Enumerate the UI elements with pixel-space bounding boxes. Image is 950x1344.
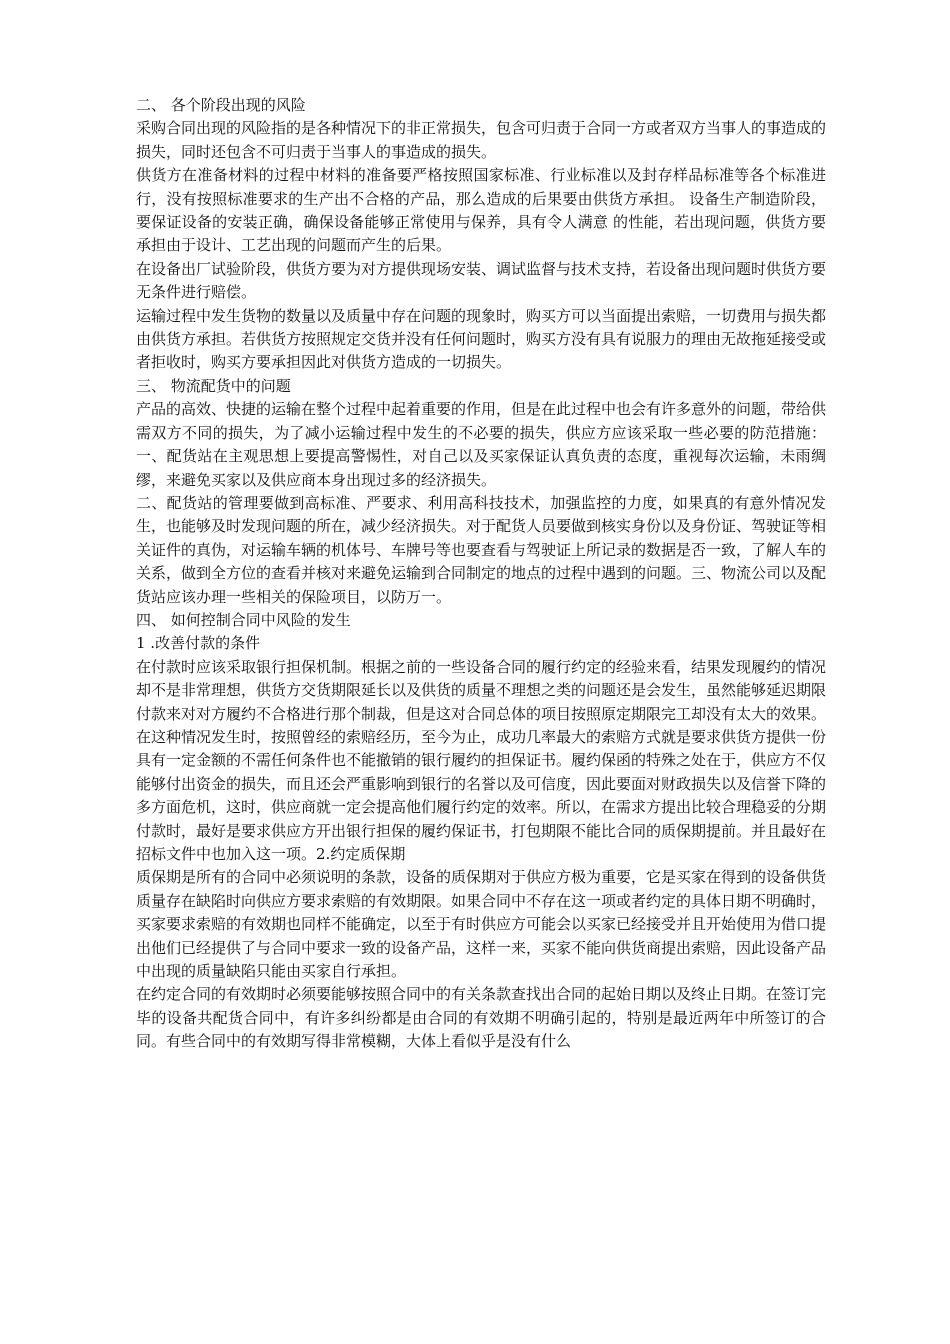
paragraph-factory-test: 在设备出厂试验阶段，供货方要为对方提供现场安装、调试监督与技术支持，若设备出现问题时供货方要无条件进行赔偿。	[136, 259, 827, 302]
section-heading-risk-control: 四、 如何控制合同中风险的发生	[136, 610, 351, 629]
subheading-payment-terms: 1 .改善付款的条件	[136, 634, 261, 653]
paragraph-risk-definition: 采购合同出现的风险指的是各种情况下的非正常损失，包含可归责于合同一方或者双方当事人的事造成的损失，同时还包含不可归责于当事人的事造成的损失。	[136, 119, 827, 161]
paragraph-warranty-period: 质保期是所有的合同中必须说明的条款，设备的质保期对于供应方极为重要，它是买家在得到的设备供货质量存在缺陷时向供应方要求索赔的有效期限。如果合同中不存在这一项或者约定的具体日期不明确时，买家要求索赔的有效期也同样不能确定，以至于有时供应方可能会以买家已经接受并且开始使用为借口提出他们已经提供了与合同中要求一致的设备产品，这样一来，买家不能向供货商提出索赔，因此设备产品中出现的质量缺陷只能由买家自行承担。	[136, 868, 827, 981]
section-heading-logistics: 三、 物流配货中的问题	[136, 376, 291, 395]
paragraph-logistics-measures: 产品的高效、快捷的运输在整个过程中起着重要的作用，但是在此过程中也会有许多意外的问题，带给供需双方不同的损失，为了减小运输过程中发生的不必要的损失，供应方应该采取一些必要的防范措施：一、配货站在主观思想上要提高警惕性，对自己以及买家保证认真负责的态度，重视每次运输，未雨绸缪，来避免买家以及供应商本身出现过多的经济损失。	[136, 400, 827, 489]
paragraph-contract-validity: 在约定合同的有效期时必须要能够按照合同中的有关条款查找出合同的起始日期以及终止日期。在签订完毕的设备共配货合同中，有许多纠纷都是由合同的有效期不明确引起的，特别是最近两年中所签订的合同。有些合同中的有效期写得非常模糊，大体上看似乎是没有什么	[136, 985, 827, 1051]
paragraph-material-preparation: 供货方在准备材料的过程中材料的准备要严格按照国家标准、行业标准以及封存样品标准等各个标准进行，没有按照标准要求的生产出不合格的产品，那么造成的后果要由供货方承担。 设备生产制造阶段，要保证设备的安装正确，确保设备能够正常使用与保养，具有令人满意 的性能，若出现问题，供货方要承担由于设计、工艺出现的问题而产生的后果。	[136, 166, 826, 255]
paragraph-depot-management: 二、配货站的管理要做到高标准、严要求、利用高科技技术，加强监控的力度，如果真的有意外情况发生，也能够及时发现问题的所在，减少经济损失。对于配货人员要做到核实身份以及身份证、驾驶证等相关证件的真伪，对运输车辆的机体号、车牌号等也要查看与驾驶证上所记录的数据是否一致，了解人车的关系，做到全方位的查看并核对来避免运输到合同制定的地点的过程中遇到的问题。三、物流公司以及配货站应该办理一些相关的保险项目，以防万一。	[136, 493, 827, 606]
document-page	[136, 94, 826, 1054]
section-heading-risks-by-stage: 二、 各个阶段出现的风险	[136, 96, 306, 114]
paragraph-transport-claims: 运输过程中发生货物的数量以及质量中存在问题的现象时，购买方可以当面提出索赔，一切费用与损失都由供货方承担。若供货方按照规定交货并没有任何问题时，购买方没有具有说服力的理由无故拖延接受或者拒收时，购买方要承担因此对供货方造成的一切损失。	[136, 306, 827, 372]
paragraph-bank-guarantee: 在付款时应该采取银行担保机制。根据之前的一些设备合同的履行约定的经验来看，结果发现履约的情况却不是非常理想，供货方交货期限延长以及供货的质量不理想之类的问题还是会发生，虽然能够延迟期限付款来对对方履约不合格进行那个制裁，但是这对合同总体的项目按照原定期限完工却没有太大的效果。在这种情况发生时，按照曾经的索赔经历，至今为止，成功几率最大的索赔方式就是要求供货方提供一份具有一定金额的不需任何条件也不能撤销的银行履约的担保证书。履约保函的特殊之处在于，供应方不仅能够付出资金的损失，而且还会严重影响到银行的名誉以及可信度，因此要面对财政损失以及信誉下降的多方面危机，这时，供应商就一定会提高他们履行约定的效率。所以，在需求方提出比较合理稳妥的分期付款时，最好是要求供应方开出银行担保的履约保证书，打包期限不能比合同的质保期提前。并且最好在招标文件中也加入这一项。2.约定质保期	[136, 657, 827, 863]
